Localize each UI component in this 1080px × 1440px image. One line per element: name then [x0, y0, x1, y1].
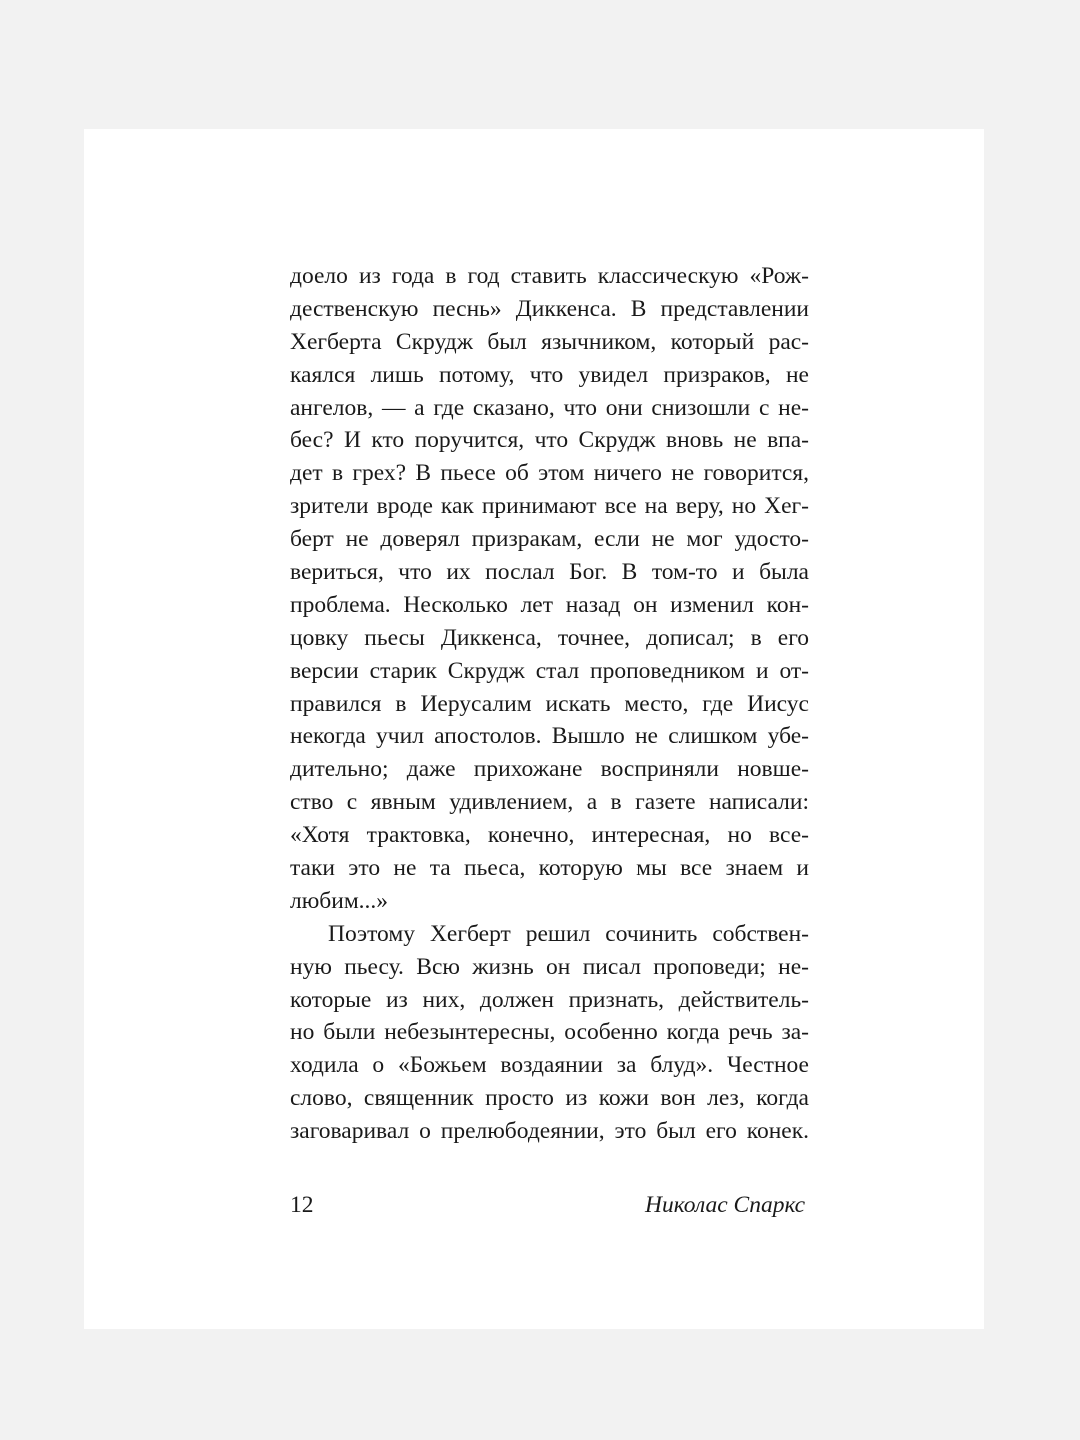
text-line: ходила о «Божьем воздаянии за блуд». Честное — [290, 1052, 809, 1079]
text-line: дет в грех? В пьесе об этом ничего не говорится, — [290, 460, 809, 487]
text-line: дественскую песнь» Диккенса. В представлении — [290, 295, 809, 322]
text-line: «Хотя трактовка, конечно, интересная, но все- — [290, 822, 809, 849]
text-line: дительно; даже прихожане восприняли новше- — [290, 756, 809, 783]
text-line: берт не доверял призракам, если не мог удосто- — [290, 526, 809, 553]
text-line: доело из года в год ставить классическую «Рож- — [290, 263, 809, 289]
text-line: любим...» — [290, 887, 389, 914]
text-line: вериться, что их послал Бог. В том-то и была — [290, 559, 809, 586]
text-line: Поэтому Хегберт решил сочинить собствен- — [328, 920, 809, 947]
text-line: Хегберта Скрудж был язычником, который рас- — [290, 328, 809, 355]
text-line: цовку пьесы Диккенса, точнее, дописал; в его — [290, 624, 809, 651]
paragraph — [290, 260, 809, 918]
text-line: правился в Иерусалим искать место, где Иисус — [290, 690, 809, 717]
text-line: ную пьесу. Всю жизнь он писал проповеди; не- — [290, 953, 809, 980]
text-line: которые из них, должен признать, действитель- — [290, 986, 809, 1013]
running-footer-author: Николас Спаркс — [644, 1192, 805, 1218]
text-line: каялся лишь потому, что увидел призраков, не — [290, 361, 809, 388]
page-number: 12 — [290, 1192, 314, 1218]
text-line: слово, священник просто из кожи вон лез, когда — [290, 1085, 809, 1112]
text-line: заговаривал о прелюбодеянии, это был его конек. — [290, 1118, 809, 1145]
text-line: проблема. Несколько лет назад он изменил кон- — [290, 591, 809, 618]
text-line: ство с явным удивлением, а в газете написали: — [290, 789, 809, 816]
text-line: бес? И кто поручится, что Скрудж вновь не впа- — [290, 427, 809, 454]
text-line: некогда учил апостолов. Вышло не слишком убе- — [290, 723, 809, 750]
text-line: но были небезынтересны, особенно когда речь за- — [290, 1019, 809, 1046]
text-line: версии старик Скрудж стал проповедником и от- — [290, 657, 809, 684]
paragraph — [290, 918, 809, 1148]
text-line: зрители вроде как принимают все на веру, но Хег- — [290, 493, 809, 520]
text-line: таки это не та пьеса, которую мы все знаем и — [290, 855, 809, 882]
text-line: ангелов, — а где сказано, что они снизошли с не- — [290, 394, 809, 421]
page-text — [290, 260, 809, 1148]
